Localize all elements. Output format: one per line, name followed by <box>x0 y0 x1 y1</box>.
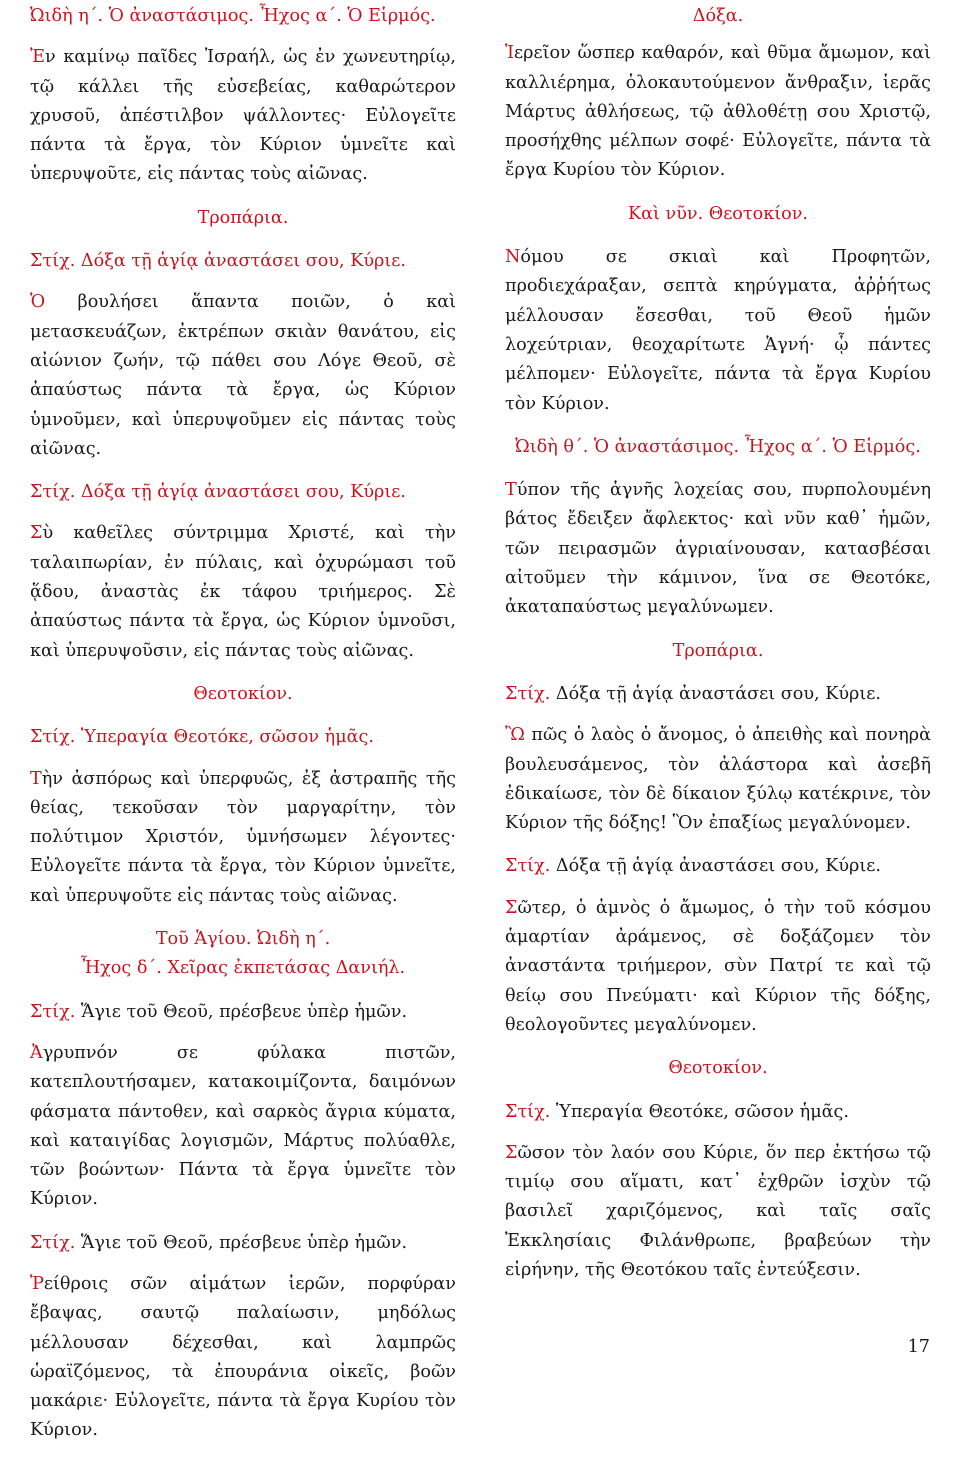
doxa-label: Δόξα. <box>692 6 744 26</box>
paragraph-text: ερεῖον ὥσπερ καθαρόν, καὶ θῦμα ἄμωμον, καὶ καλλιέρημα, ὁλοκαυτούμενον ἄνθραξιν, ἱερᾶς Μάρτυς ἀθλήσεως, τῷ ἀθλοθέτῃ σου Χριστῷ, προσήχθης μέλπων σοφέ· Εὐλογεῖτε, πάντα τὰ ἔργα Κυρίου τὸν Κύριον. <box>505 43 931 181</box>
paragraph-text: ὺ καθεῖλες σύντριμμα Χριστέ, καὶ τὴν ταλαιπωρίαν, ἐν πύλαις, καὶ ὀχυρώμασι τοῦ ᾅδου, ἀναστὰς ἐκ τάφου τριήμερος. Σὲ ἀπαύστως πάντα τὰ ἔργα, ὡς Κύριον ὑμνοῦσι, καὶ ὑπερυψοῦσιν, εἰς πάντας τοὺς αἰῶνας. <box>30 523 456 661</box>
troparion-paragraph <box>30 288 456 464</box>
stichos-label: Στίχ. <box>30 1001 76 1022</box>
paragraph-text: ῶτερ, ὁ ἀμνὸς ὁ ἄμωμος, ὁ τὴν τοῦ κόσμου ἁμαρτίαν ἀράμενος, σὲ δοξάζομεν τὸν ἀναστάντα τριήμερον, σὺν Πατρί τε καὶ τῷ θείῳ σου Πνεύματι· καὶ Κύριον τῆς δόξης, θεολογοῦντες μεγαλύνομεν. <box>505 897 931 1035</box>
stichos-text: Δόξα τῇ ἁγίᾳ ἀναστάσει σου, Κύριε. <box>80 251 406 272</box>
stichos-text: Ἅγιε τοῦ Θεοῦ, πρέσβευε ὑπὲρ ἡμῶν. <box>80 1232 408 1253</box>
stichos-text: Δόξα τῇ ἁγίᾳ ἀναστάσει σου, Κύριε. <box>555 683 881 704</box>
troparia-label: Τροπάρια. <box>672 640 764 661</box>
paragraph-text: ῶσον τὸν λαόν σου Κύριε, ὅν περ ἐκτήσω τῷ τιμίῳ σου αἵματι, κατ᾽ ἐχθρῶν ἰσχὺν τῷ βασιλεῖ χαριζόμενος, καὶ ταῖς σαῖς Ἐκκλησίαις Φιλάνθρωπε, βραβεύων τὴν εἰρήνην, τῆς Θεοτόκου ταῖς ἐντεύξεσιν. <box>505 1142 931 1280</box>
paragraph-text: γρυπνόν σε φύλακα πιστῶν, κατεπλουτήσαμεν, κατακοιμίζοντα, δαιμόνων φάσματα πάντοθεν, καὶ σαρκὸς ἄγρια κύματα, καὶ καταιγίδας λογισμῶν, Μάρτυς πολύαθλε, τῶν βοώντων· Πάντα τὰ ἔργα ὑμνεῖτε τὸν Κύριον. <box>30 1042 456 1210</box>
stichos-line <box>30 723 456 752</box>
drop-initial: Ἐ <box>30 47 46 68</box>
drop-initial: Σ <box>505 897 518 918</box>
paragraph-text: ὴν ἀσπόρως καὶ ὑπερφυῶς, ἐξ ἀστραπῆς τῆς θείας, τεκοῦσαν τὸν μαργαρίτην, τὸν πολύτιμον Χριστόν, ὑμνήσωμεν λέγοντες· Εὐλογεῖτε πάντα τὰ ἔργα, τὸν Κύριον ὑμνεῖτε, καὶ ὑπερυψοῦτε εἰς πάντας τοὺς αἰῶνας. <box>30 768 456 906</box>
stichos-line <box>30 247 456 276</box>
troparion-paragraph <box>505 721 931 838</box>
stichos-text: Ὑπεραγία Θεοτόκε, σῶσον ἡμᾶς. <box>555 1101 849 1122</box>
theotokion-paragraph <box>505 243 931 419</box>
troparion-paragraph <box>505 39 931 185</box>
theotokion-paragraph <box>30 765 456 911</box>
ode-8-heading: Ὠιδὴ η΄. Ὁ ἀναστάσιμος. Ἦχος α΄. Ὁ Εἱρμός. <box>30 6 436 26</box>
saint-heading-line-2: Ἦχος δ΄. Χεῖρας ἐκπετάσας Δανιήλ. <box>80 958 406 979</box>
paragraph-text: βουλήσει ἅπαντα ποιῶν, ὁ καὶ μετασκευάζων, ἐκτρέπων σκιὰν θανάτου, εἰς αἰώνιον ζωήν, τῷ πάθει σου Λόγε Θεοῦ, σὲ ἀπαύστως πάντα τὰ ἔργα, ὡς Κύριον ὑμνοῦμεν, καὶ ὑπερυψοῦμεν εἰς πάντας τοὺς αἰῶνας. <box>30 292 456 459</box>
stichos-text: Ἅγιε τοῦ Θεοῦ, πρέσβευε ὑπὲρ ἡμῶν. <box>80 1001 408 1022</box>
heirmos-paragraph <box>30 43 456 189</box>
paragraph-text: πῶς ὁ λαὸς ὁ ἄνομος, ὁ ἀπειθὴς καὶ πονηρὰ βουλευσάμενος, τὸν ἀλάστορα καὶ ἀσεβῆ ἐδικαίωσε, τὸν δὲ δίκαιον ξύλῳ κατέκρινε, τὸν Κύριον τῆς δόξης! Ὃν ἐπαξίως μεγαλύνομεν. <box>505 725 931 834</box>
drop-initial: Τ <box>30 768 42 789</box>
troparion-paragraph <box>30 1039 456 1215</box>
stichos-label: Στίχ. <box>505 683 551 704</box>
stichos-text: Δόξα τῇ ἁγίᾳ ἀναστάσει σου, Κύριε. <box>555 856 881 877</box>
paragraph-text: ν καμίνῳ παῖδες Ἰσραήλ, ὡς ἐν χωνευτηρίῳ, τῷ κάλλει τῆς εὐσεβείας, καθαρώτερον χρυσοῦ, ἀπέστιλβον ψάλλοντες· Εὐλογεῖτε πάντα τὰ ἔργα, τὸν Κύριον ὑμνεῖτε καὶ ὑπερυψοῦτε, εἰς πάντας τοὺς αἰῶνας. <box>30 47 456 185</box>
stichos-label: Στίχ. <box>30 251 76 272</box>
drop-initial: Ὢ <box>505 725 525 746</box>
saint-heading-line-1: Τοῦ Ἁγίου. Ὠιδὴ η΄. <box>155 929 331 950</box>
ode-9-heading: Ὠιδὴ θ΄. Ὁ ἀναστάσιμος. Ἦχος α΄. Ὁ Εἱρμός. <box>515 436 921 457</box>
kai-nyn-label: Καὶ νῦν. Θεοτοκίον. <box>627 203 809 224</box>
drop-initial: Ν <box>505 247 521 268</box>
stichos-line <box>505 852 931 881</box>
left-column <box>30 2 456 1460</box>
stichos-line <box>505 1098 931 1127</box>
heirmos-paragraph <box>505 476 931 622</box>
drop-initial: Σ <box>30 523 43 544</box>
page-number: 17 <box>907 1337 930 1357</box>
stichos-label: Στίχ. <box>30 1232 76 1253</box>
drop-initial: Ὁ <box>30 292 46 313</box>
drop-initial: Ἀ <box>30 1042 43 1063</box>
drop-initial: Σ <box>505 1142 518 1163</box>
stichos-line <box>505 680 931 709</box>
paragraph-text: είθροις σῶν αἱμάτων ἱερῶν, πορφύραν ἔβαψας, σαυτῷ παλαίωσιν, μηδόλως μέλλουσαν δέχεσθαι, καὶ λαμπρῶς ὡραϊζόμενος, τὰ ἐπουράνια οἰκεῖς, βοῶν μακάριε· Εὐλογεῖτε, πάντα τὰ ἔργα Κυρίου τὸν Κύριον. <box>30 1273 456 1441</box>
right-column <box>505 2 931 1299</box>
paragraph-text: όμου σε σκιαὶ καὶ Προφητῶν, προδιεχάραξαν, σεπτὰ κηρύγματα, ἀῤῥήτως μέλλουσαν ἔσεσθαι, τοῦ Θεοῦ ἡμῶν λοχεύτριαν, θεοχαρίτωτε Ἁγνή· ᾧ πάντες μέλπομεν· Εὐλογεῖτε, πάντα τὰ ἔργα Κυρίου τὸν Κύριον. <box>505 247 931 414</box>
stichos-text: Ὑπεραγία Θεοτόκε, σῶσον ἡμᾶς. <box>80 727 374 748</box>
troparion-paragraph <box>505 894 931 1040</box>
stichos-label: Στίχ. <box>30 482 76 503</box>
theotokion-paragraph <box>505 1139 931 1285</box>
troparion-paragraph <box>30 1270 456 1446</box>
drop-initial: Ἱ <box>505 43 515 64</box>
stichos-line <box>30 478 456 507</box>
troparion-paragraph <box>30 519 456 665</box>
stichos-label: Στίχ. <box>505 1101 551 1122</box>
drop-initial: Τ <box>505 480 517 501</box>
theotokion-label: Θεοτοκίον. <box>193 683 293 704</box>
troparia-label: Τροπάρια. <box>197 207 289 228</box>
paragraph-text: ύπον τῆς ἁγνῆς λοχείας σου, πυρπολουμένη βάτος ἔδειξεν ἄφλεκτος· καὶ νῦν καθ᾽ ἡμῶν, τῶν πειρασμῶν ἀγριαίνουσαν, κατασβέσαι αἰτοῦμεν τὴν κάμινον, ἵνα σε Θεοτόκε, ἀκαταπαύστως μεγαλύνωμεν. <box>505 480 931 618</box>
stichos-label: Στίχ. <box>30 727 76 748</box>
stichos-text: Δόξα τῇ ἁγίᾳ ἀναστάσει σου, Κύριε. <box>80 482 406 503</box>
stichos-label: Στίχ. <box>505 856 551 877</box>
theotokion-label: Θεοτοκίον. <box>668 1058 768 1079</box>
drop-initial: Ῥ <box>30 1273 44 1294</box>
stichos-line <box>30 998 456 1027</box>
stichos-line <box>30 1229 456 1258</box>
